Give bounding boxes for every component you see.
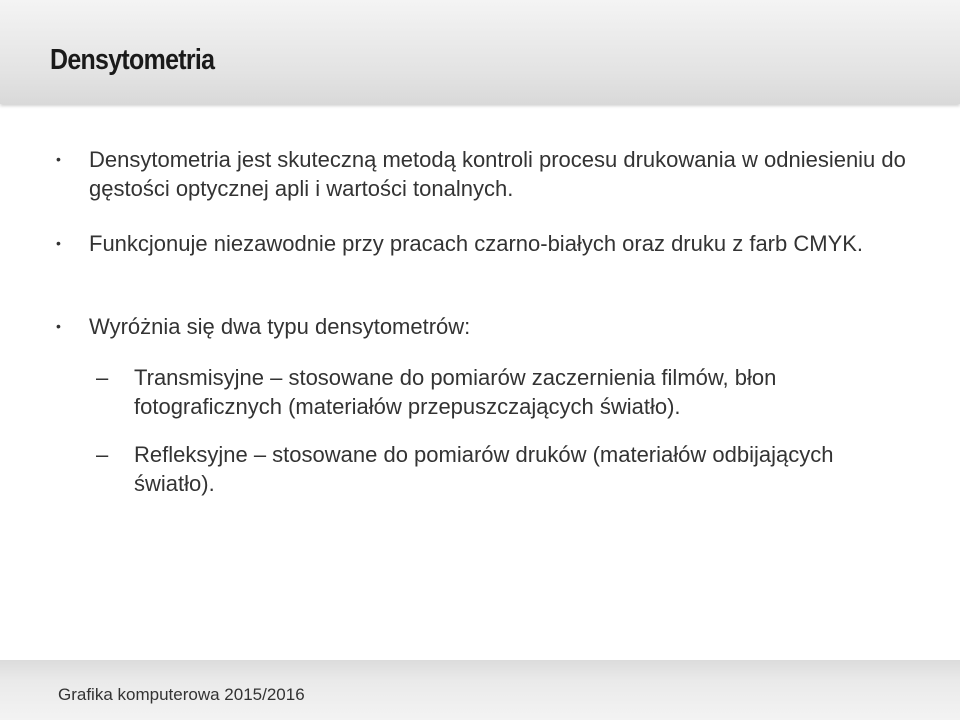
bullet-marker: • (56, 235, 61, 251)
bullet-text: Funkcjonuje niezawodnie przy pracach czarno-białych oraz druku z farb CMYK. (89, 231, 864, 256)
bullet-marker: • (56, 318, 61, 334)
bullet-item (56, 145, 926, 203)
slide-title: Densytometria (50, 44, 215, 76)
bullet-item (56, 229, 926, 258)
bullet-marker: • (56, 151, 61, 167)
bullet-text: Densytometria jest skuteczną metodą kontroli procesu drukowania w odniesieniu do gęstości optycznej apli i wartości tonalnych. (89, 147, 906, 201)
sub-bullet-item (96, 440, 916, 498)
sub-bullet-text: Transmisyjne – stosowane do pomiarów zaczernienia filmów, błon fotograficznych (materiałów przepuszczających światło). (134, 365, 777, 419)
footer-text: Grafika komputerowa 2015/2016 (58, 685, 305, 704)
sub-bullet-marker: – (96, 365, 109, 390)
bullet-text: Wyróżnia się dwa typu densytometrów: (89, 314, 471, 339)
bullet-item (56, 312, 926, 341)
sub-bullet-marker: – (96, 442, 109, 467)
sub-bullet-item (96, 363, 916, 421)
sub-bullet-text: Refleksyjne – stosowane do pomiarów druków (materiałów odbijających światło). (134, 442, 834, 496)
